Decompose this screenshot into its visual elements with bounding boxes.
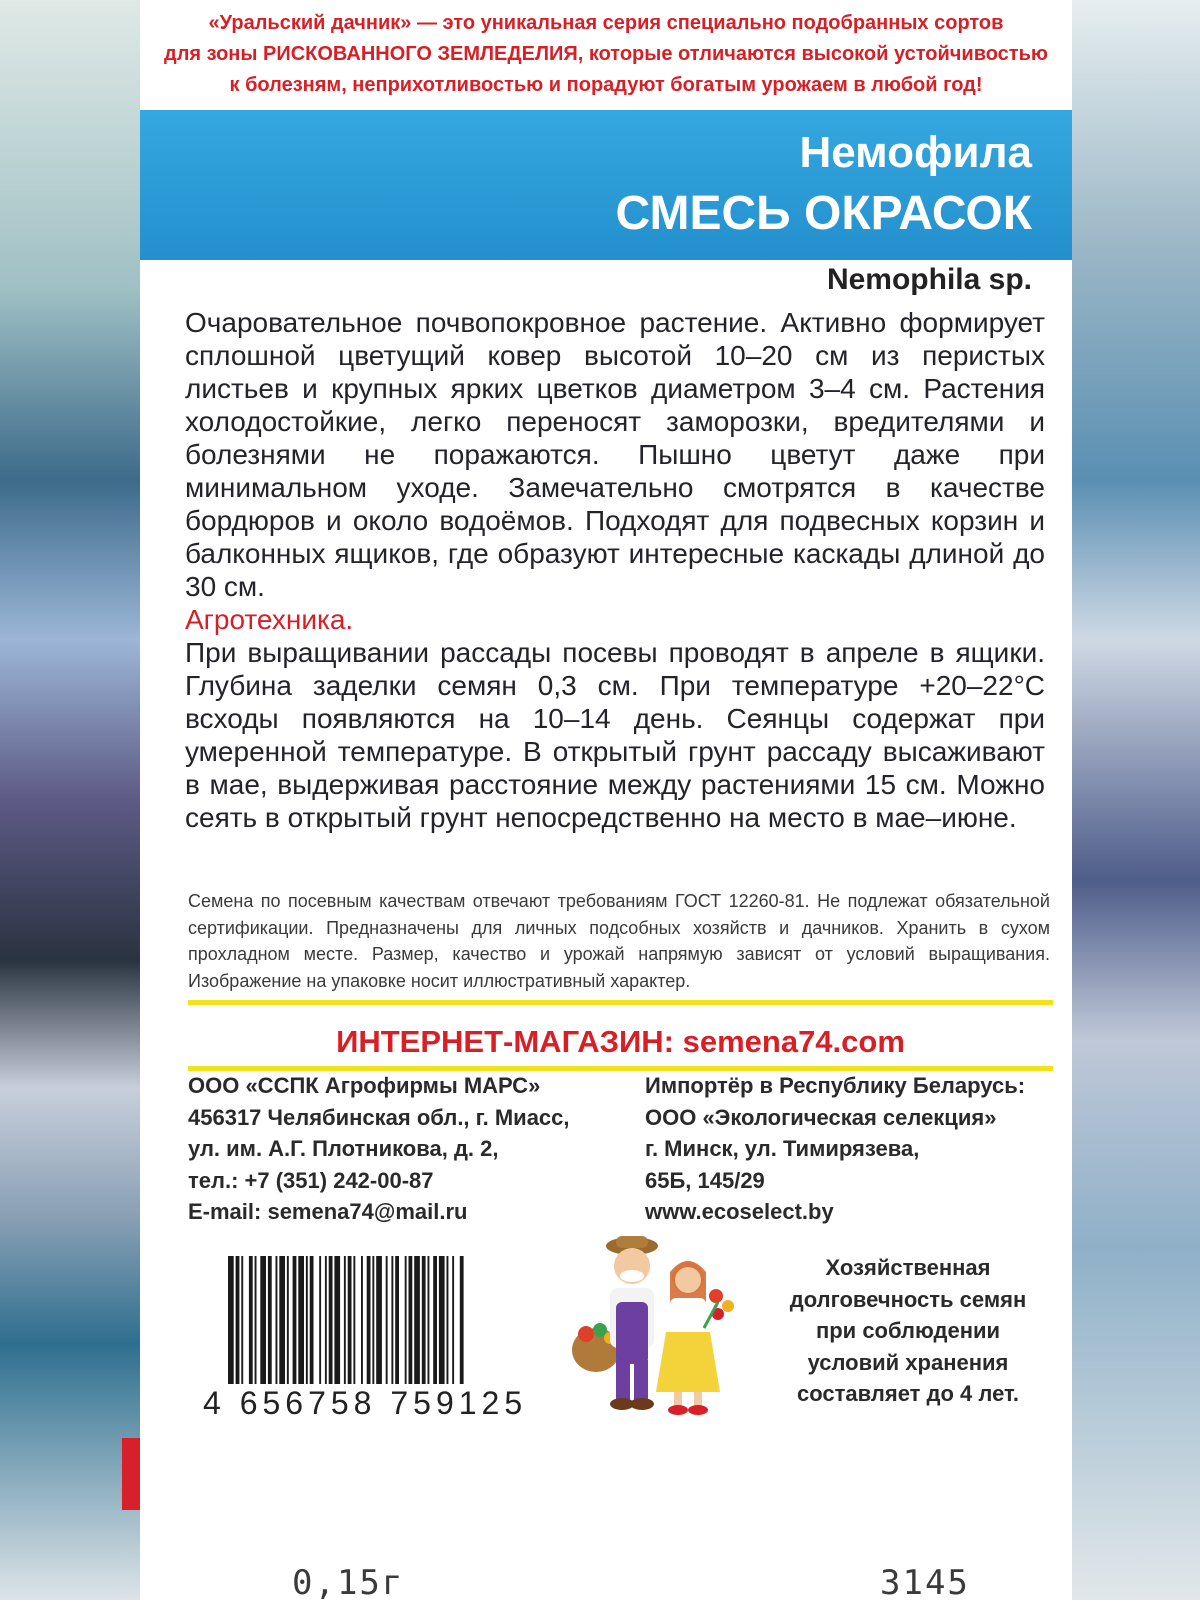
barcode-bar bbox=[372, 1256, 374, 1384]
producer-address bbox=[188, 1070, 570, 1228]
product-variety: СМЕСЬ ОКРАСОК bbox=[615, 187, 1032, 240]
barcode-bar bbox=[287, 1256, 289, 1384]
importer-line: 65Б, 145/29 bbox=[645, 1167, 765, 1193]
producer-line: тел.: +7 (351) 242-00-87 bbox=[188, 1167, 434, 1193]
latin-name: Nemophila sp. bbox=[826, 263, 1032, 296]
barcode-bar bbox=[279, 1256, 285, 1384]
barcode-bar bbox=[386, 1256, 388, 1384]
weight-stamp: 0,15г bbox=[292, 1563, 405, 1603]
barcode-bar bbox=[414, 1256, 420, 1384]
barcode-bar bbox=[391, 1256, 393, 1384]
barcode-bar bbox=[367, 1256, 371, 1384]
importer-line: ООО «Экологическая селекция» bbox=[645, 1104, 997, 1130]
batch-stamp: 3145 bbox=[880, 1563, 970, 1603]
series-intro bbox=[150, 8, 1062, 101]
barcode-bar bbox=[255, 1256, 257, 1384]
barcode-bar bbox=[276, 1256, 278, 1384]
barcode-bar bbox=[447, 1256, 449, 1384]
barcode-bar bbox=[268, 1256, 272, 1384]
producer-line: E-mail: semena74@mail.ru bbox=[188, 1199, 468, 1224]
product-description-block bbox=[185, 306, 1045, 834]
durability-line: условий хранения bbox=[807, 1349, 1009, 1375]
agrotechnics-heading: Агротехника. bbox=[185, 604, 354, 635]
barcode-bar bbox=[236, 1256, 240, 1384]
barcode-bar bbox=[422, 1256, 426, 1384]
seed-durability-note bbox=[760, 1252, 1056, 1410]
barcode-bar bbox=[361, 1256, 363, 1384]
barcode-bar bbox=[310, 1256, 314, 1384]
barcode-bar bbox=[260, 1256, 266, 1384]
durability-line: при соблюдении bbox=[815, 1318, 1001, 1343]
barcode-bar bbox=[405, 1256, 407, 1384]
barcode-bar bbox=[428, 1256, 430, 1384]
barcode-bar bbox=[433, 1256, 437, 1384]
agrotechnics-text: При выращивании рассады посевы проводят в апреле в ящики. Глубина заделки семян 0,3 см. При температуре +20–22°С всходы появляются на 10–14 день. Сеянцы содержат при умеренной температуре. В открытый грунт рассаду высаживают в мае, выдерживая расстояние между растениями 15 см. Можно сеять в открытый грунт непосредственно на место в мае–июне. bbox=[185, 637, 1045, 833]
barcode-number: 4 656758 759125 bbox=[203, 1385, 528, 1421]
barcode-bar bbox=[348, 1256, 352, 1384]
barcode-bar bbox=[249, 1256, 253, 1384]
barcode-bar bbox=[439, 1256, 445, 1384]
barcode bbox=[228, 1256, 518, 1384]
importer-line: www.ecoselect.by bbox=[645, 1199, 834, 1224]
left-flower-strip bbox=[0, 0, 140, 1600]
producer-line: ООО «ССПК Агрофирмы МАРС» bbox=[188, 1073, 541, 1098]
barcode-bar bbox=[344, 1256, 346, 1384]
divider-line bbox=[188, 1000, 1053, 1005]
barcode-bar bbox=[293, 1256, 297, 1384]
red-edge-mark bbox=[122, 1438, 140, 1510]
barcode-bar bbox=[409, 1256, 413, 1384]
barcode-bar bbox=[228, 1256, 234, 1384]
intro-line: «Уральский дачник» — это уникальная серия специально подобранных сортов bbox=[208, 12, 1004, 34]
online-shop-link: ИНТЕРНЕТ-МАГАЗИН: semena74.com bbox=[336, 1024, 905, 1059]
barcode-bar bbox=[353, 1256, 355, 1384]
barcode-bar bbox=[460, 1256, 464, 1384]
legal-notice: Семена по посевным качествам отвечают требованиям ГОСТ 12260-81. Не подлежат обязательной сертификации. Предназначены для личных подсобных хозяйств и дачников. Хранить в сухом прохладном месте. Размер, качество и урожай напрямую зависят от условий выращивания. Изображение на упаковке носит иллюстративный характер. bbox=[188, 891, 1050, 991]
importer-address bbox=[645, 1070, 1025, 1228]
description-text: Очаровательное почвопокровное растение. Активно формирует сплошной цветущий ковер высотой 10–20 см из перистых листьев и крупных ярких цветков диаметром 3–4 см. Растения холодостойкие, легко переносят заморозки, вредителями и болезнями не поражаются. Пышно цветут даже при минимальном уходе. Замечательно смотрятся в качестве бордюров и около водоёмов. Подходят для подвесных корзин и балконных ящиков, где образуют интересные каскады длиной до 30 см. bbox=[185, 307, 1045, 602]
producer-line: ул. им. А.Г. Плотникова, д. 2, bbox=[188, 1136, 499, 1161]
right-flower-strip bbox=[1072, 0, 1200, 1600]
barcode-bar bbox=[452, 1256, 454, 1384]
importer-line: Импортёр в Республику Беларусь: bbox=[645, 1073, 1026, 1098]
durability-line: Хозяйственная bbox=[825, 1255, 991, 1280]
barcode-bar bbox=[298, 1256, 304, 1384]
barcode-bar bbox=[241, 1256, 243, 1384]
barcode-bar bbox=[306, 1256, 308, 1384]
barcode-bar bbox=[376, 1256, 382, 1384]
farmers-illustration bbox=[570, 1232, 740, 1422]
producer-line: 456317 Челябинская обл., г. Миасс, bbox=[188, 1104, 570, 1130]
durability-line: составляет до 4 лет. bbox=[797, 1381, 1019, 1406]
durability-line: долговечность семян bbox=[789, 1286, 1027, 1312]
importer-line: г. Минск, ул. Тимирязева, bbox=[645, 1136, 920, 1161]
barcode-bar bbox=[329, 1256, 333, 1384]
product-title: Немофила bbox=[799, 128, 1032, 177]
barcode-bar bbox=[395, 1256, 399, 1384]
intro-line: к болезням, неприхотливостью и порадуют богатым урожаем в любой год! bbox=[229, 74, 983, 96]
barcode-bar bbox=[319, 1256, 321, 1384]
intro-line: для зоны РИСКОВАННОГО ЗЕМЛЕДЕЛИЯ, которые отличаются высокой устойчивостью bbox=[164, 43, 1048, 65]
barcode-bar bbox=[325, 1256, 327, 1384]
barcode-bar bbox=[334, 1256, 340, 1384]
